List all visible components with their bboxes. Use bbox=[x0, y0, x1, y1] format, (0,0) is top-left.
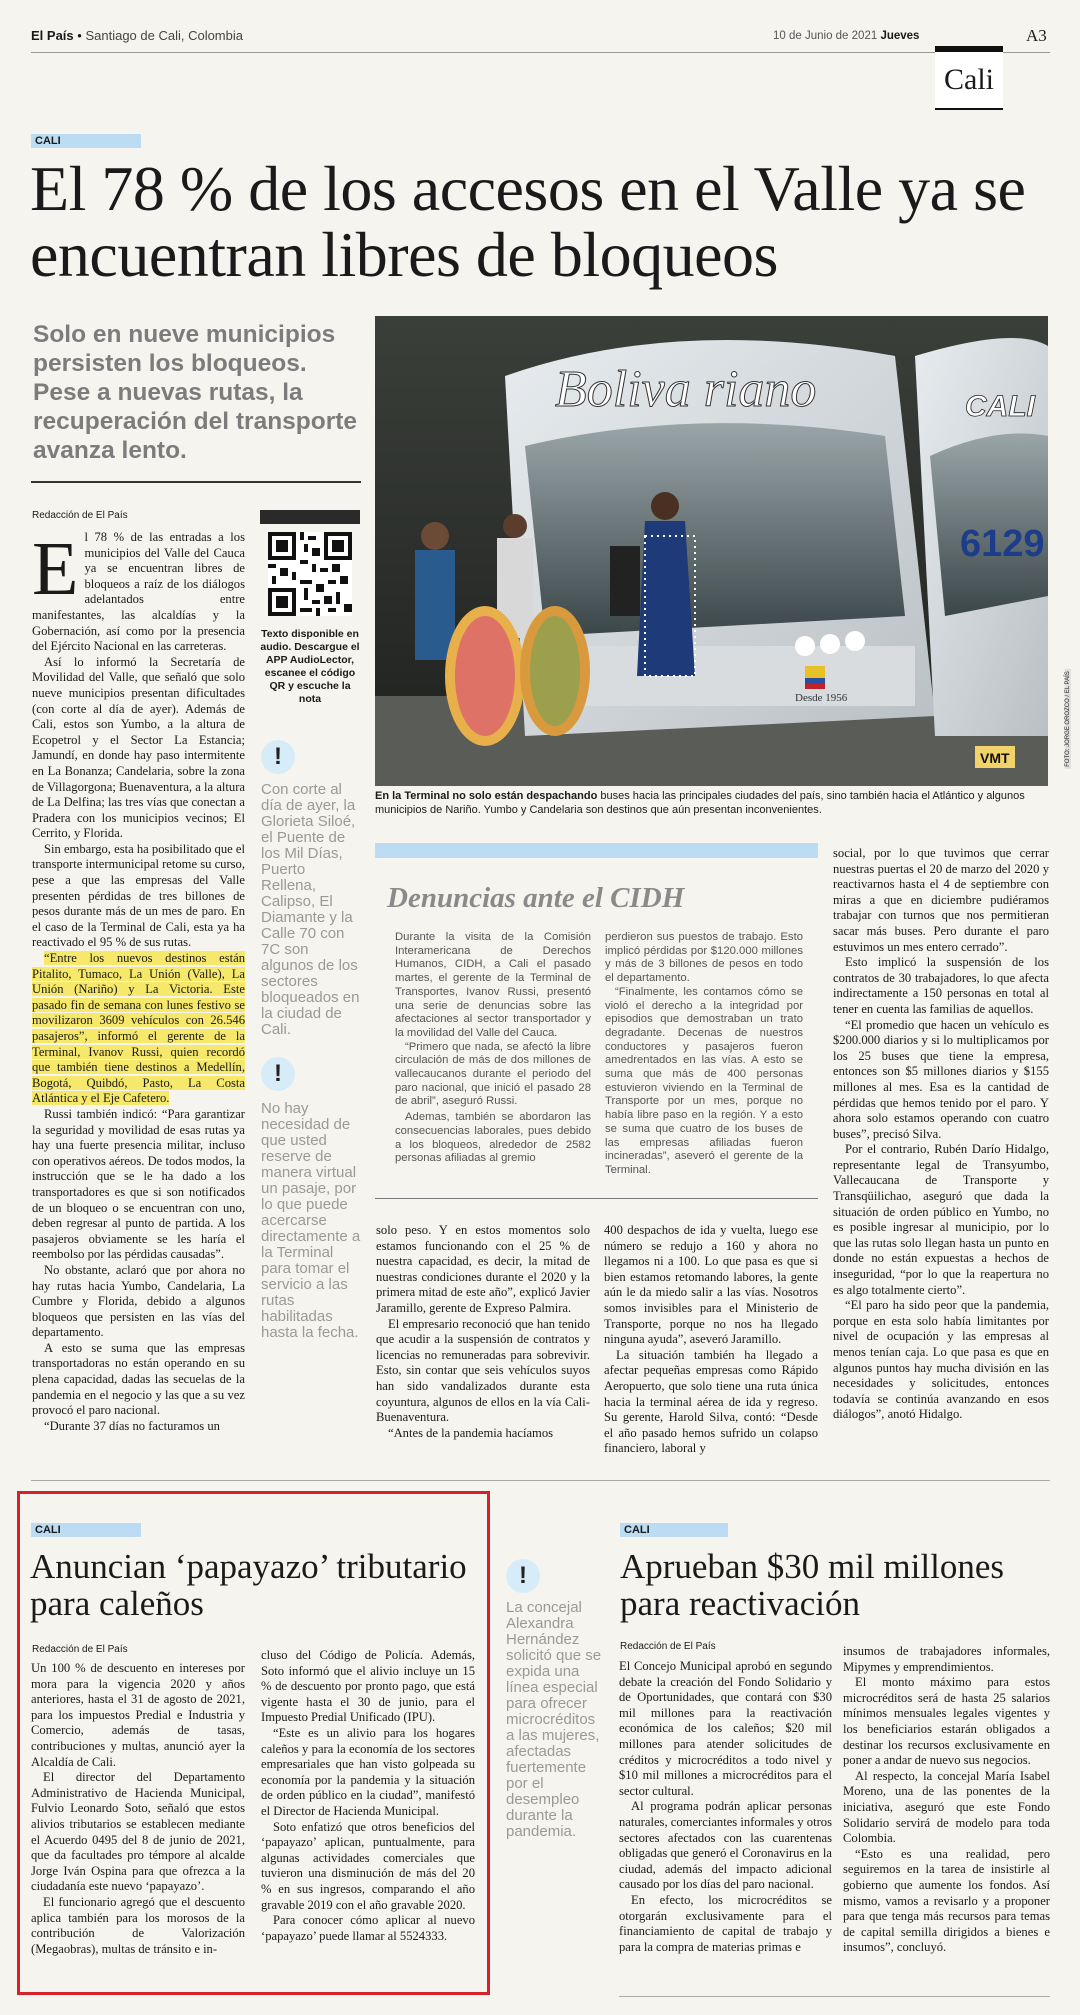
subhead-rule bbox=[31, 481, 361, 483]
para-6: No obstante, aclaró que por ahora no hay rutas hacia Yumbo, Candelaria, La Cumbre y Florida, debido a algunos bloqueos que persisten en las vías del departamento. bbox=[32, 1262, 245, 1340]
qr-top-rule bbox=[260, 510, 360, 524]
reactivacion-tag: CALI bbox=[620, 1523, 728, 1537]
reactivacion-column-2 bbox=[843, 1644, 1050, 1956]
reactivacion-p5: El monto máximo para estos microcréditos será de hasta 25 salarios mínimos mensuales legales vigentes y los beneficiarios estarán obligados a destinar los recursos exclusivamente en poner a andar de nuevo sus negocios. bbox=[843, 1675, 1050, 1768]
column-4 bbox=[604, 1223, 818, 1457]
bus-plate-text: VMT bbox=[980, 750, 1010, 766]
section-label: Cali bbox=[944, 63, 994, 96]
cidh-col2-p2: “Finalmente, les contamos cómo se violó el derecho a la integridad por episodios que demostraban un trato degradante. Decenas de nuestros conductores y pasajeros fueron amedrentados en las vías. A esto se suma que más de 400 personas estuvieron viviendo en la Terminal de Transporte por un mes, porque no había libre paso en la región. Y a esto se suma que cuatro de los buses de las empresas afiliadas fueron incineradas”, aseveró el gerente de la Terminal. bbox=[605, 985, 803, 1176]
papayazo-p6: Soto enfatizó que otros beneficios del ‘papayazo’ aplican, puntualmente, para algunas actividades comerciales que tuvieron una disminución de más del 20 % en sus ingresos, comparando el año gravable 2019 con el año gravable 2020. bbox=[261, 1819, 475, 1912]
col4-p1: 400 despachos de ida y vuelta, luego ese número se redujo a 160 y ahora no llegamos ni a 100. Lo que pasa es que si bien estamos retomando labores, la gente aún le da miedo salir a las vías. Nosotros somos invisibles para el Ministerio de Transporte, porque no nos ha llegado ninguna ayuda”, aseveró Jaramillo. bbox=[604, 1223, 818, 1347]
papayazo-p4: cluso del Código de Policía. Además, Soto informó que el alivio incluye un 15 % de descuento por pronto pago, que está vigente hasta el 30 de junio, para el Impuesto Predial Unificado (IPU). bbox=[261, 1648, 475, 1725]
section-tag: CALI bbox=[31, 134, 141, 148]
col5-p3: “El promedio que hacen un vehículo es $200.000 diarios y si lo multiplicamos por los 25 buses que tiene la empresa, entonces son $5 millones diarios y $155 millones al mes. Esa es la cantidad de pérdidas que hemos tenido por el paro. Y ahora solo estamos operando con cuatro buses”, precisó Silva. bbox=[833, 1017, 1049, 1141]
papayazo-p7: Para conocer cómo aplicar al nuevo ‘papayazo’ puede llamar al 5524333. bbox=[261, 1913, 475, 1943]
para-4 bbox=[32, 951, 245, 1107]
issue-date bbox=[773, 30, 919, 42]
photo-caption-lead: En la Terminal no solo están despachando bbox=[375, 790, 598, 802]
reactivacion-headline: Aprueban $30 mil millones para reactivación bbox=[620, 1547, 1004, 1623]
papayazo-p2: El director del Departamento Administrativo de Hacienda Municipal, Fulvio Leonardo Soto, señaló que estos alivios tributarios se establecen mediante el Acuerdo 0495 del 8 de junio de 2021, que da facultades pro témpore al alcalde Jorge Iván Ospina para que ofrezca a la ciudadanía este nuevo ‘papayazo’. bbox=[31, 1770, 245, 1894]
date-text: 10 de Junio de 2021 bbox=[773, 30, 878, 42]
subhead: Solo en nueve municipios persisten los bloqueos. Pese a nuevas rutas, la recuperación del transporte avanza lento. bbox=[33, 321, 358, 464]
reactivacion-p6: Al respecto, la concejal María Isabel Moreno, una de las ponentes de la iniciativa, aseguró que este Fondo Solidario servirá de modelo para toda Colombia. bbox=[843, 1768, 1050, 1846]
col4-p2: La situación también ha llegado a afectar pequeñas empresas como Rápido Aeropuerto, que solo tiene una ruta única hacia la terminal aérea de ida y regreso. Su gerente, Harold Silva, contó: “Desde el año pasado hemos sufrido un colapso financiero, laboral y bbox=[604, 1347, 818, 1456]
para-7: A esto se suma que las empresas transportadoras no están operando en su plena capacidad, dadas las secuelas de la pandemia en el negocio y las que a su vez provocó el paro nacional. bbox=[32, 1340, 245, 1418]
section-divider bbox=[31, 1480, 1050, 1481]
byline: Redacción de El País bbox=[32, 510, 128, 521]
papayazo-p3: El funcionario agregó que el descuento aplica también para los morosos de la contribución de Valorización (Megaobras), multas de tránsito e in- bbox=[31, 1894, 245, 1956]
note-1-exclamation-icon: ! bbox=[261, 740, 295, 774]
photo-credit: FOTO: JORGE OROZCO / EL PAÍS bbox=[1065, 671, 1072, 767]
column-1 bbox=[32, 527, 245, 1434]
column-5 bbox=[833, 846, 1049, 1423]
cidh-col1-p3: Ademas, también se abordaron las consecuencias laborales, pues debido a los bloqueos, alrededor de 2582 personas afiliadas al gremio bbox=[395, 1111, 591, 1165]
cidh-box-columns bbox=[395, 931, 818, 1178]
note-1: Con corte al día de ayer, la Glorieta Siloé, el Puente de los Mil Días, Puerto Rellena, Calipso, El Diamante y la Calle 70 con 7C son algunos de los sectores bloqueados en la ciudad de Cali. bbox=[261, 781, 360, 1038]
bus-photo bbox=[375, 316, 1072, 786]
reactivacion-column-1 bbox=[619, 1659, 832, 1955]
col5-p2: Esto implicó la suspensión de los contratos de 30 trabajadores, lo que afecta indirectamente a 150 personas en total al tener en cuenta las familias de aquellos. bbox=[833, 955, 1049, 1016]
qr-code[interactable] bbox=[268, 532, 352, 616]
para-8: “Durante 37 días no facturamos un bbox=[44, 1418, 220, 1433]
section-box bbox=[935, 46, 1003, 110]
reactivacion-p2: Al programa podrán aplicar personas naturales, comerciantes informales y otros sectores afectados con las cuarentenas obligadas que generó el Coronavirus en la ciudad, además del impacto adicional causado por los días del paro nacional. bbox=[619, 1799, 832, 1892]
qr-caption: Texto disponible en audio. Descargue el APP AudioLector, escanee el código QR y escuche la nota bbox=[260, 628, 360, 705]
masthead bbox=[31, 28, 243, 43]
para-5: Russi también indicó: “Para garantizar la seguridad y movilidad de esas rutas ya hay una fuerte presencia militar, incluso con operativos aéreos. De todos modos, la instrucción que se le ha dado a los transportadores es que si son notificados de un bloqueo o se encuentran con uno, deben regresar al punto de partida. A los pasajeros obviamente se les haría el reembolso por las pérdidas causadas”. bbox=[32, 1106, 245, 1262]
reactivacion-p1: El Concejo Municipal aprobó en segundo debate la creación del Fondo Solidario y de Oportunidades, que contará con $30 mil millones para la reactivación económica de los caleños; $20 mil millones para atender solicitudes de créditos y microcréditos a todo nivel y $10 mil millones a microcréditos para el sector cultural. bbox=[619, 1659, 832, 1798]
cidh-box bbox=[375, 843, 818, 1199]
reactivacion-p4: insumos de trabajadores informales, Mipymes y emprendimientos. bbox=[843, 1644, 1050, 1674]
article3-note: La concejal Alexandra Hernández solicitó que se expida una línea especial para ofrecer microcréditos a las mujeres, afectadas fuertemente por el desempleo durante la pandemia. bbox=[506, 1599, 602, 1840]
drop-cap: E bbox=[32, 527, 79, 611]
photo-caption bbox=[375, 789, 1048, 817]
papayazo-tag: CALI bbox=[31, 1523, 141, 1537]
bus-logo-text: Boliva riano bbox=[555, 361, 817, 418]
city: Santiago de Cali, Colombia bbox=[85, 28, 243, 43]
col3-p2: El empresario reconoció que han tenido que acudir a la suspensión de contratos y licencias no remuneradas para sobrevivir. Esto, sin contar que seis vehículos suyos han sido vandalizados durante esta coyuntura, algunos de ellos en la vía Cali-Buenaventura. bbox=[376, 1316, 590, 1425]
col5-p5: “El paro ha sido peor que la pandemia, porque en esta solo había limitantes por nivel de ocupación y las empresas al menos tenían caja. Lo que pasa es que en algunos puntos hay mucha división en las necesidades y solicitudes, entonces todavía se continúa avanzando en esos diálogos”, anotó Hidalgo. bbox=[833, 1298, 1049, 1422]
para-3: Sin embargo, esta ha posibilitado que el transporte intermunicipal retome su curso, pese a que las empresas del Valle presenten pérdidas de tres billones de pesos durante más de un mes de paro. En el caso de la Terminal de Cali, esta ya ha reactivado el 95 % de sus rutas. bbox=[32, 841, 245, 950]
note-2-exclamation-icon: ! bbox=[261, 1057, 295, 1091]
col5-p1: social, por lo que tuvimos que cerrar nuestras puertas el 20 de marzo del 2020 y reactivarnos hasta el 4 de septiembre con miras a que en diciembre pudiéramos trabajar con turnos que nos permitieran sacar más buses. Pero durante el paro estuvimos un mes entero cerrado”. bbox=[833, 846, 1049, 954]
bus-logo-2-text: CALI bbox=[965, 390, 1035, 423]
separator: • bbox=[77, 28, 82, 43]
bus-desde-text: Desde 1956 bbox=[795, 692, 848, 704]
column-3 bbox=[376, 1223, 590, 1441]
highlighted-quote: “Entre los nuevos destinos están Pitalito, Tumaco, La Unión (Valle), La Unión (Nariño) y La Victoria. Este pasado fin de semana con lunes festivo se movilizaron 3609 vehículos con 26.546 pasajeros”, informó el gerente de la Terminal, Ivanov Russi, quien recordó que también tiene destinos a Medellín, Bogotá, Quibdó, Pasto, La Costa Atlántica y el Eje Cafetero. bbox=[32, 951, 245, 1106]
bus-terminal-image bbox=[375, 316, 1048, 786]
papayazo-headline: Anuncian ‘papayazo’ tributario para caleños bbox=[30, 1547, 467, 1623]
reactivacion-byline: Redacción de El País bbox=[620, 1641, 716, 1652]
papayazo-column-1 bbox=[31, 1661, 245, 1957]
photo-caption-text: buses hacia las principales ciudades del país, sino también hacia el Atlántico y algunos municipios de Nariño. Yumbo y Candelaria son destinos que aún presentan inconvenientes. bbox=[375, 790, 1025, 816]
article3-exclamation-icon: ! bbox=[506, 1559, 540, 1593]
cidh-box-title: Denuncias ante el CIDH bbox=[387, 882, 685, 914]
bottom-rule bbox=[619, 1996, 1050, 1997]
cidh-box-top-bar bbox=[375, 843, 818, 858]
para-1: l 78 % de las entradas a los municipios del Valle del Cauca ya se encuentran libres de bloqueos a raíz de los diálogos adelantados entre manifestantes, las alcaldías y la Gobernación, así como por la presencia del Ejército Nacional en las carreteras. bbox=[32, 530, 245, 654]
main-headline: El 78 % de los accesos en el Valle ya se encuentran libres de bloqueos bbox=[30, 153, 1026, 290]
page-number: A3 bbox=[1026, 26, 1047, 45]
papayazo-p1: Un 100 % de descuento en intereses por mora para la vigencia 2020 y años anteriores, hasta el 31 de agosto de 2021, para los impuestos Predial e Industria y Comercio, además de tasas, contribuciones y multas, anunció ayer la Alcaldía de Cali. bbox=[31, 1661, 245, 1769]
cidh-col2-p1: perdieron sus puestos de trabajo. Esto implicó pérdidas por $120.000 millones y más de 3 billones de pesos en todo el departamento. bbox=[605, 931, 803, 985]
cidh-col1-p2: “Primero que nada, se afectó la libre circulación de más de dos millones de vallecaucanos durante el periodo del paro nacional, que inició el pasado 28 de abril”, aseguró Russi. bbox=[395, 1040, 591, 1108]
day-text: Jueves bbox=[880, 30, 920, 42]
cidh-col1-p1: Durante la visita de la Comisión Interamericana de Derechos Humanos, CIDH, a Cali el pasado martes, el gerente de la Terminal de Transportes, Ivanov Russi, presentó una serie de denuncias sobre las afectaciones al sector transportador y la movilidad del Valle del Cauca. bbox=[395, 931, 591, 1039]
papayazo-p5: “Este es un alivio para los hogares caleños y para la economía de los sectores empresariales que han visto golpeada su economía por la pandemia y la situación de orden público en la ciudad”, manifestó el Director de Hacienda Municipal. bbox=[261, 1725, 475, 1818]
papayazo-byline: Redacción de El País bbox=[32, 1644, 128, 1655]
note-2: No hay necesidad de que usted reserve de manera virtual un pasaje, por lo que puede acercarse directamente a la Terminal para tomar el servicio a las rutas habilitadas hasta la fecha. bbox=[261, 1100, 361, 1341]
qr-code-icon bbox=[268, 532, 352, 616]
paper-name: El País bbox=[31, 28, 74, 43]
top-rule bbox=[31, 52, 1050, 53]
col3-p1: solo peso. Y en estos momentos solo estamos funcionando con el 25 % de nuestra capacidad, es decir, la mitad de nuestras condiciones durante el 2020 y la primera mitad de este año”, explicó Javier Jaramillo, gerente de Expreso Palmira. bbox=[376, 1223, 590, 1315]
reactivacion-p7: “Esto es una realidad, pero seguiremos en la tarea de insistirle al gobierno que aumente los fondos. Así mismo, vamos a revisarlo y a proponer para que tenga más recursos para temas de capital semilla dirigidos a bienes e insumos”, concluyó. bbox=[843, 1846, 1050, 1955]
col5-p4: Por el contrario, Rubén Darío Hidalgo, representante legal de Transyumbo, Vallecaucana de Transporte y Transqüilichao, aseguró que dada la situación de orden público en Yumbo, no es posible ingresar al municipio, por lo que las rutas solo llegan hasta un punto en donde no están expuestas a hechos de inseguridad, “por lo que la reapertura no es algo totalmente cierto”. bbox=[833, 1142, 1049, 1297]
papayazo-column-2 bbox=[261, 1648, 475, 1944]
col3-p3: “Antes de la pandemia hacíamos bbox=[388, 1425, 554, 1440]
para-2: Así lo informó la Secretaría de Movilidad del Valle, que señaló que solo nueve municipios presentan dificultades (con corte al día de ayer). Además de Cali, estos son Yumbo, a la altura de Ecopetrol y el Sector La Estancia; Jamundí, en donde hay paso intermitente en La Bonanza; Candelaria, sobre la zona de Villagorgona; Buenaventura, a la altura de La Delfina; las tres vías que conectan a Pradera con los municipios vecinos; El Cerrito, y Florida. bbox=[32, 654, 245, 841]
bus-number-text: 6129 bbox=[960, 523, 1045, 565]
reactivacion-p3: En efecto, los microcréditos se otorgarán exclusivamente para el financiamiento de capital de trabajo y para la compra de materias primas e bbox=[619, 1892, 832, 1954]
